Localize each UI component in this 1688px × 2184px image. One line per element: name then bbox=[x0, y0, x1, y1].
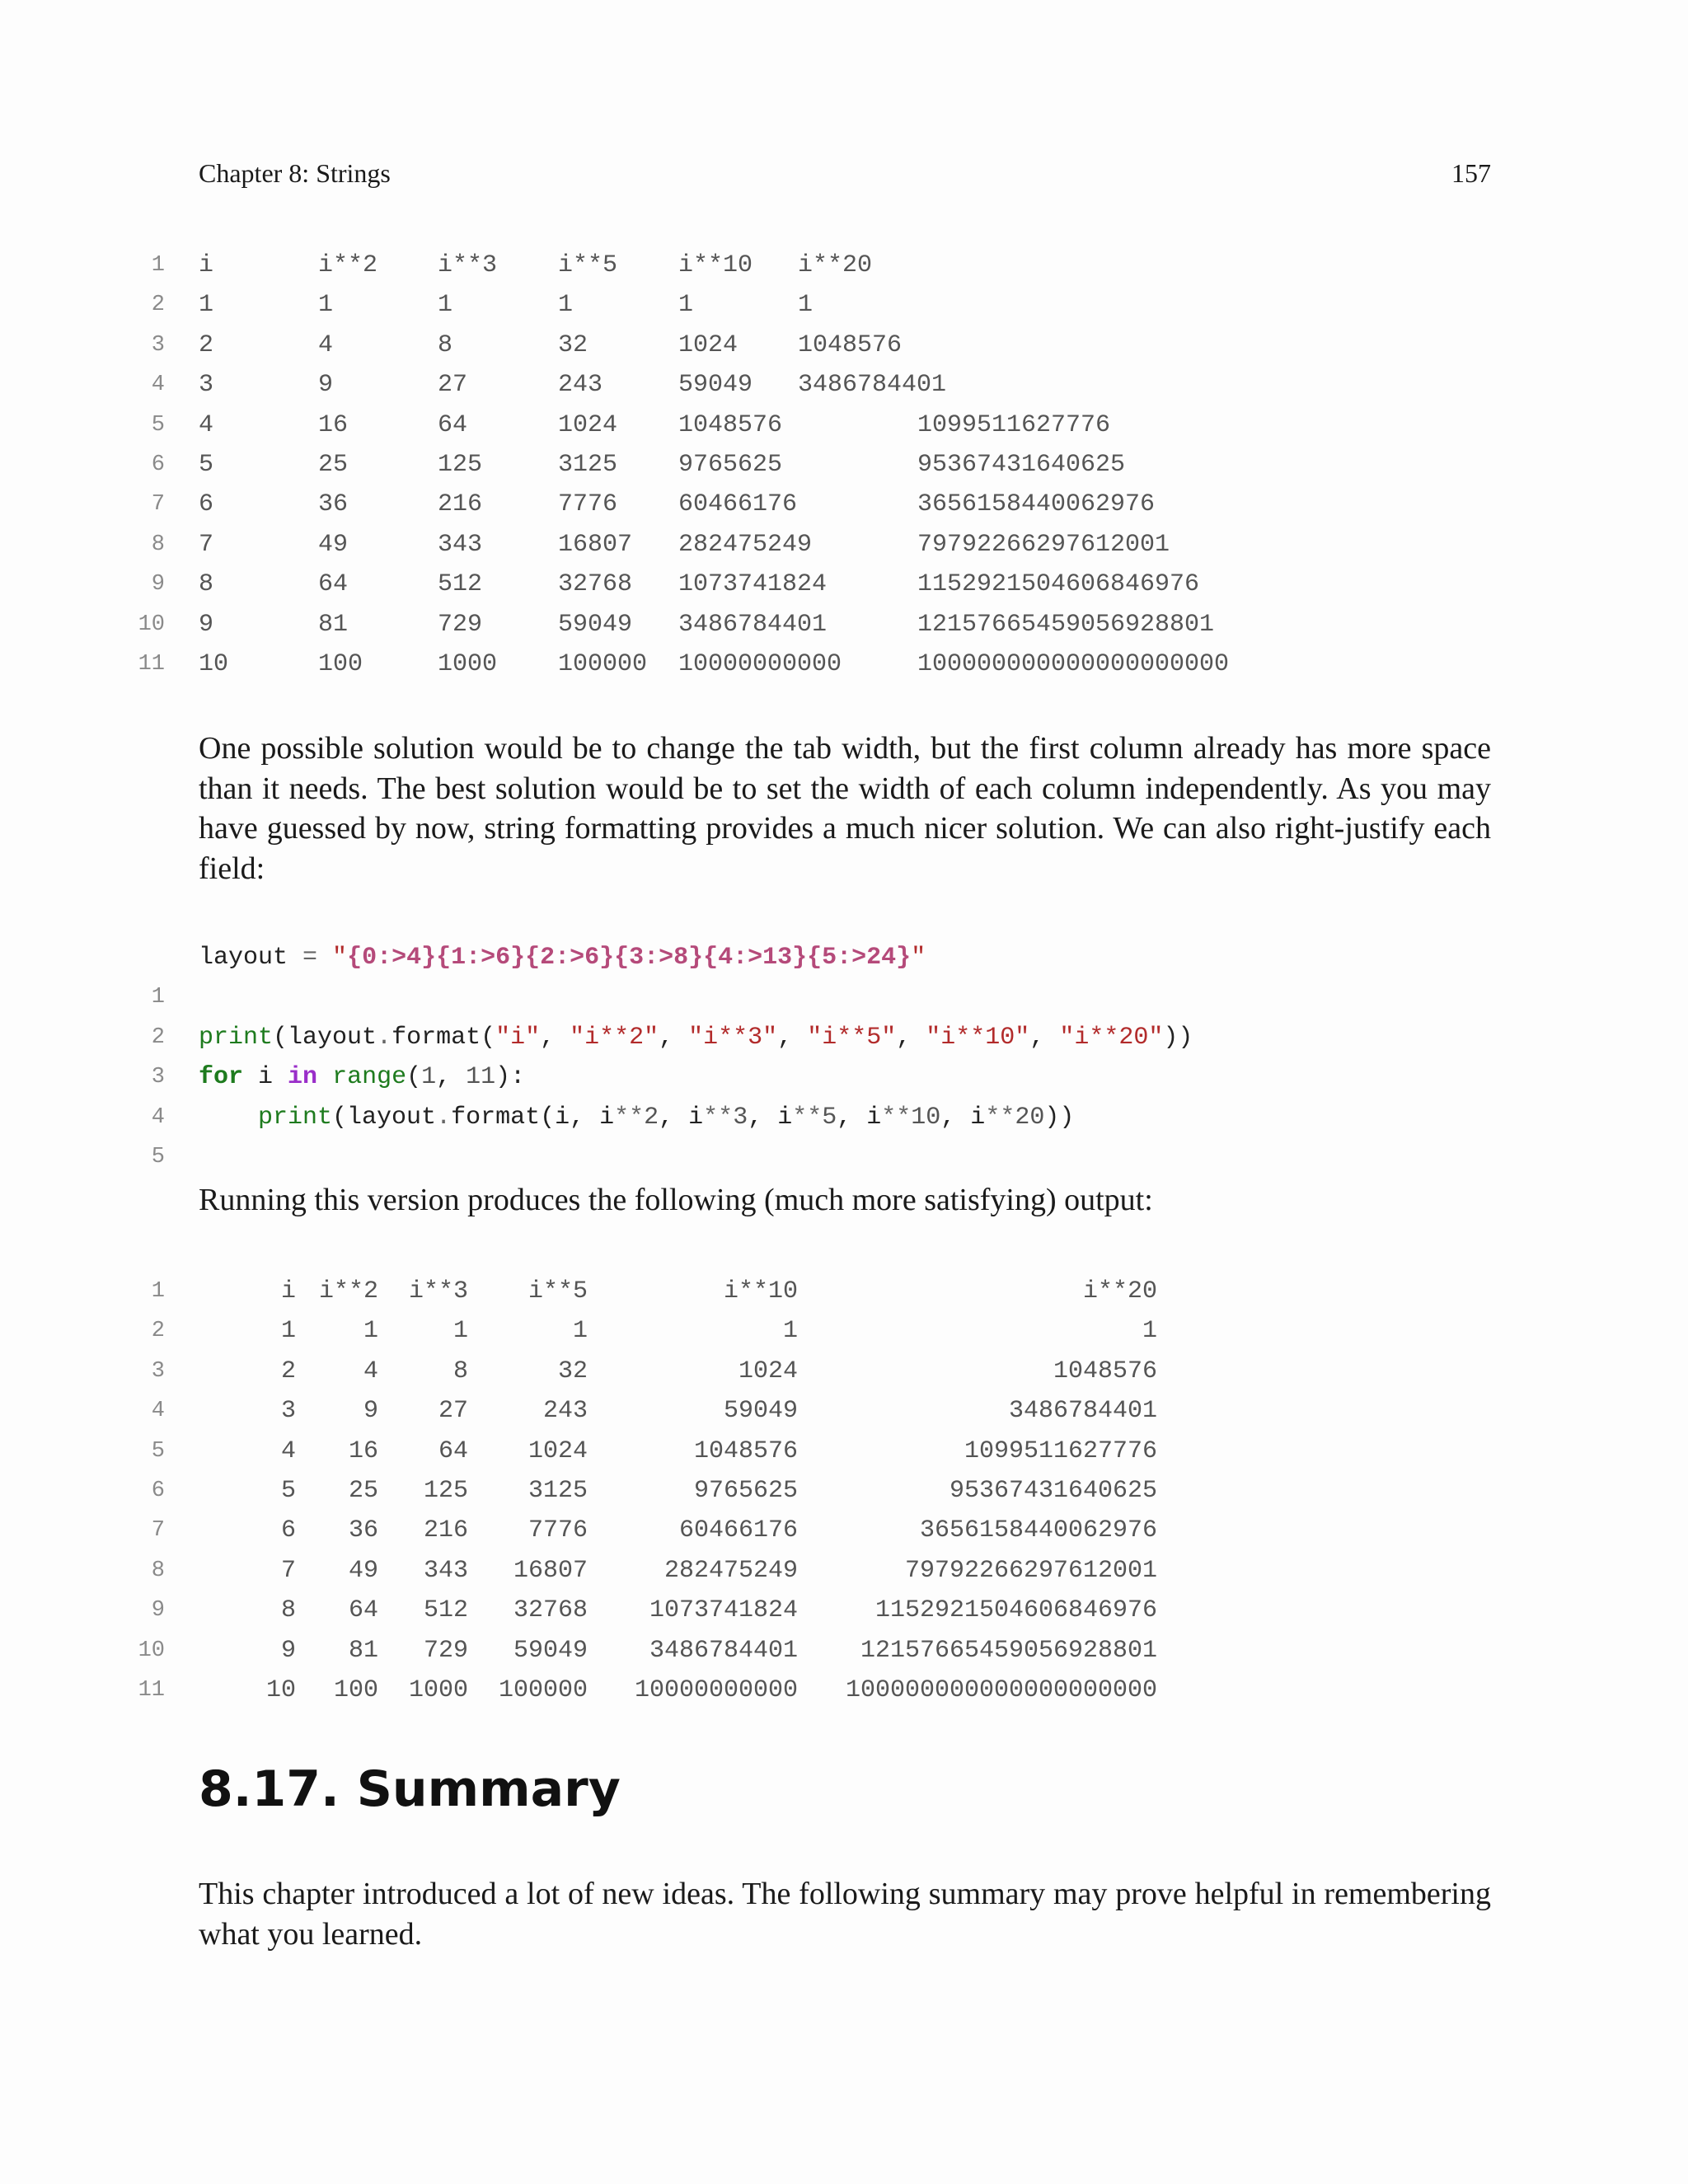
output-cell: 64 bbox=[438, 410, 468, 439]
chapter-title: Chapter 8: Strings bbox=[199, 158, 391, 188]
output-cell: 9 bbox=[280, 1636, 296, 1665]
output-cell: 243 bbox=[542, 1397, 588, 1426]
output-line bbox=[124, 1591, 1278, 1630]
code-token: , i bbox=[659, 1103, 704, 1132]
output-cell: 16807 bbox=[558, 530, 633, 559]
output-line bbox=[124, 1671, 1278, 1710]
output-cell: 100000000000000000000 bbox=[917, 649, 1230, 678]
output-cell: 1024 bbox=[528, 1436, 588, 1465]
output-cell: 32768 bbox=[558, 570, 633, 599]
output-cell: 1 bbox=[280, 1317, 296, 1346]
output-line bbox=[124, 1551, 1278, 1591]
output-cell: 32 bbox=[558, 330, 588, 359]
line-number: 1 bbox=[151, 1279, 165, 1304]
output-cell: 3656158440062976 bbox=[917, 490, 1156, 519]
code-token: ** bbox=[881, 1103, 912, 1132]
output-cell: 100000 bbox=[498, 1675, 588, 1704]
output-cell: 4 bbox=[199, 410, 214, 439]
code-token: , bbox=[1029, 1023, 1060, 1052]
line-number: 3 bbox=[151, 1358, 165, 1384]
line-number: 2 bbox=[151, 293, 165, 318]
output-cell: 1 bbox=[199, 291, 214, 320]
output-cell: 216 bbox=[438, 490, 483, 519]
output-line bbox=[124, 1432, 1278, 1471]
output-cell: 95367431640625 bbox=[949, 1476, 1157, 1505]
section-heading: 8.17. Summary bbox=[199, 1760, 621, 1818]
output-line bbox=[124, 1631, 1278, 1671]
output-cell: 95367431640625 bbox=[917, 450, 1126, 479]
output-cell: 1 bbox=[318, 291, 334, 320]
code-keyword: for bbox=[199, 1063, 244, 1092]
output-cell: i**3 bbox=[408, 1277, 468, 1305]
output-cell: 59049 bbox=[513, 1636, 588, 1665]
code-token: range bbox=[332, 1063, 407, 1092]
line-number: 8 bbox=[151, 532, 165, 557]
output-cell: 81 bbox=[348, 1636, 378, 1665]
output-cell: 3 bbox=[199, 371, 214, 400]
output-line bbox=[124, 1471, 1278, 1511]
output-cell: 9765625 bbox=[678, 450, 783, 479]
output-cell: i**20 bbox=[798, 251, 873, 279]
code-token: , bbox=[777, 1023, 808, 1052]
output-cell: i**2 bbox=[318, 1277, 378, 1305]
output-cell: 1048576 bbox=[678, 410, 783, 439]
line-number: 7 bbox=[151, 492, 165, 518]
output-cell: 282475249 bbox=[678, 530, 813, 559]
output-cell: 1024 bbox=[678, 330, 738, 359]
code-token: (layout bbox=[273, 1023, 377, 1052]
line-number: 10 bbox=[138, 1638, 165, 1663]
output-cell: 79792266297612001 bbox=[917, 530, 1170, 559]
output-cell: 100000 bbox=[558, 649, 648, 678]
output-cell: 2 bbox=[280, 1357, 296, 1385]
output-cell: 10000000000 bbox=[678, 649, 842, 678]
code-number: 2 bbox=[644, 1103, 659, 1132]
line-number: 5 bbox=[151, 1144, 165, 1169]
line-number: 6 bbox=[151, 1478, 165, 1503]
output-cell: 1024 bbox=[558, 410, 618, 439]
code-listing bbox=[124, 938, 1193, 1169]
line-number: 10 bbox=[138, 612, 165, 637]
line-number: 3 bbox=[151, 1065, 165, 1090]
output-cell: 2 bbox=[199, 330, 214, 359]
output-cell: i**20 bbox=[1082, 1277, 1157, 1305]
output-cell: 1024 bbox=[738, 1357, 798, 1385]
code-number: 20 bbox=[1015, 1103, 1045, 1132]
code-token: format(i, i bbox=[451, 1103, 615, 1132]
code-token: , bbox=[540, 1023, 570, 1052]
output-cell: 60466176 bbox=[678, 490, 798, 519]
body-paragraph: Running this version produces the following (much more satisfying) output: bbox=[199, 1183, 1153, 1217]
output-cell: 343 bbox=[423, 1556, 468, 1585]
output-cell: 3486784401 bbox=[649, 1636, 798, 1665]
output-cell: 49 bbox=[348, 1556, 378, 1585]
output-cell: 59049 bbox=[558, 610, 633, 639]
output-cell: 64 bbox=[348, 1596, 378, 1625]
code-token: (layout bbox=[332, 1103, 437, 1132]
code-string: "i**5" bbox=[807, 1023, 897, 1052]
output-cell: 3 bbox=[280, 1397, 296, 1426]
code-token: . bbox=[377, 1023, 392, 1052]
line-number: 1 bbox=[151, 985, 165, 1010]
output-cell: i bbox=[280, 1277, 296, 1305]
code-string: "i**2" bbox=[570, 1023, 659, 1052]
output-cell: 27 bbox=[438, 1397, 468, 1426]
line-number: 4 bbox=[151, 373, 165, 398]
output-cell: 3486784401 bbox=[1008, 1397, 1157, 1426]
output-cell: 1000 bbox=[438, 649, 498, 678]
line-number: 8 bbox=[151, 1558, 165, 1583]
code-token bbox=[317, 1063, 332, 1091]
output-cell: 1048576 bbox=[798, 330, 903, 359]
output-cell: 12157665459056928801 bbox=[917, 610, 1215, 639]
code-token: " bbox=[911, 944, 926, 972]
output-cell: 729 bbox=[438, 610, 483, 639]
output-cell: i**10 bbox=[723, 1277, 798, 1305]
output-cell: 1152921504606846976 bbox=[874, 1596, 1157, 1625]
code-token: ** bbox=[985, 1103, 1015, 1132]
code-token bbox=[199, 1104, 258, 1132]
output-cell: 1 bbox=[678, 291, 694, 320]
code-token: , bbox=[436, 1063, 467, 1092]
code-line bbox=[124, 938, 926, 1010]
output-cell: 10000000000 bbox=[634, 1675, 798, 1704]
output-cell: i bbox=[199, 251, 214, 279]
code-string: "i**10" bbox=[926, 1023, 1030, 1052]
output-line bbox=[124, 1352, 1278, 1391]
output-cell: 1 bbox=[782, 1317, 798, 1346]
output-cell: 282475249 bbox=[663, 1556, 798, 1585]
page-number: 157 bbox=[1451, 158, 1491, 188]
code-token: , i bbox=[940, 1103, 986, 1132]
code-number: 3 bbox=[733, 1103, 748, 1132]
code-token: " bbox=[332, 944, 348, 972]
output-cell: 1048576 bbox=[693, 1436, 798, 1465]
output-cell: 512 bbox=[423, 1596, 468, 1625]
output-cell: 59049 bbox=[678, 371, 753, 400]
output-cell: 7776 bbox=[558, 490, 618, 519]
code-token: , bbox=[896, 1023, 926, 1052]
output-cell: 32 bbox=[557, 1357, 588, 1385]
output-cell: 25 bbox=[348, 1476, 378, 1505]
code-line bbox=[124, 1098, 1075, 1169]
output-cell: 216 bbox=[423, 1516, 468, 1545]
output-cell: 1099511627776 bbox=[917, 410, 1111, 439]
line-number: 9 bbox=[151, 572, 165, 598]
output-cell: 4 bbox=[363, 1357, 378, 1385]
code-token: )) bbox=[1163, 1023, 1193, 1052]
output-line bbox=[124, 1311, 1278, 1351]
line-number: 3 bbox=[151, 332, 165, 358]
output-cell: 7 bbox=[280, 1556, 296, 1585]
output-cell: 16 bbox=[348, 1436, 378, 1465]
output-cell: 49 bbox=[318, 530, 349, 559]
output-cell: 10 bbox=[199, 649, 229, 678]
output-cell: 36 bbox=[318, 490, 349, 519]
output-cell: i**10 bbox=[678, 251, 753, 279]
code-token: , i bbox=[748, 1103, 793, 1132]
output-cell: i**2 bbox=[318, 251, 378, 279]
output-cell: 100000000000000000000 bbox=[845, 1675, 1157, 1704]
output-cell: 16807 bbox=[513, 1556, 588, 1585]
output-cell: 4 bbox=[318, 330, 334, 359]
output-cell: 59049 bbox=[723, 1397, 798, 1426]
output-cell: i**5 bbox=[528, 1277, 588, 1305]
line-number: 2 bbox=[151, 1319, 165, 1344]
output-line bbox=[124, 1391, 1278, 1431]
output-cell: 243 bbox=[558, 371, 603, 400]
code-token: print bbox=[199, 1023, 274, 1052]
code-token: , bbox=[659, 1023, 689, 1052]
output-cell: 32768 bbox=[513, 1596, 588, 1625]
output-cell: 27 bbox=[438, 371, 468, 400]
output-cell: 8 bbox=[199, 570, 214, 599]
output-cell: 125 bbox=[423, 1476, 468, 1505]
output-cell: 16 bbox=[318, 410, 349, 439]
output-cell: 8 bbox=[280, 1596, 296, 1625]
line-number: 6 bbox=[151, 452, 165, 477]
line-number: 2 bbox=[151, 1024, 165, 1050]
output-cell: 1 bbox=[452, 1317, 468, 1346]
output-cell: 1 bbox=[438, 291, 453, 320]
line-number: 1 bbox=[151, 253, 165, 278]
output-cell: 12157665459056928801 bbox=[860, 1636, 1157, 1665]
code-token: format( bbox=[392, 1023, 496, 1052]
line-number: 5 bbox=[151, 1438, 165, 1464]
code-token: ** bbox=[792, 1103, 823, 1132]
code-token: . bbox=[436, 1103, 452, 1132]
output-cell: 10 bbox=[265, 1675, 296, 1704]
right-justified-output-block bbox=[124, 1272, 1278, 1710]
code-token: ( bbox=[406, 1063, 422, 1092]
output-cell: i**3 bbox=[438, 251, 498, 279]
output-cell: 1 bbox=[558, 291, 574, 320]
line-number: 11 bbox=[138, 1677, 165, 1703]
output-cell: 1 bbox=[363, 1317, 378, 1346]
running-header bbox=[199, 158, 1491, 189]
output-cell: 1 bbox=[572, 1317, 588, 1346]
output-cell: 79792266297612001 bbox=[904, 1556, 1157, 1585]
output-cell: 6 bbox=[199, 490, 214, 519]
code-token: ** bbox=[614, 1103, 645, 1132]
code-number: 5 bbox=[822, 1103, 837, 1132]
output-cell: 60466176 bbox=[678, 1516, 798, 1545]
code-token: layout bbox=[199, 944, 288, 972]
output-cell: 7 bbox=[199, 530, 214, 559]
output-cell: 25 bbox=[318, 450, 349, 479]
format-spec-string: {0:>4}{1:>6}{2:>6}{3:>8}{4:>13}{5:>24} bbox=[347, 944, 912, 972]
code-token: , i bbox=[837, 1103, 882, 1132]
output-cell: 1073741824 bbox=[678, 570, 828, 599]
output-cell: 1152921504606846976 bbox=[917, 570, 1200, 599]
output-cell: 1000 bbox=[408, 1675, 468, 1704]
output-cell: 6 bbox=[280, 1516, 296, 1545]
output-cell: 3656158440062976 bbox=[919, 1516, 1157, 1545]
output-cell: 5 bbox=[199, 450, 214, 479]
output-cell: 3125 bbox=[528, 1476, 588, 1505]
code-token: )) bbox=[1044, 1103, 1075, 1132]
output-cell: 343 bbox=[438, 530, 483, 559]
output-cell: 1 bbox=[1142, 1317, 1157, 1346]
output-cell: 8 bbox=[452, 1357, 468, 1385]
output-cell: 3486784401 bbox=[798, 371, 947, 400]
output-line bbox=[124, 1511, 1278, 1550]
output-cell: 9 bbox=[363, 1397, 378, 1426]
code-token: i bbox=[243, 1063, 288, 1092]
body-paragraph: This chapter introduced a lot of new ideas. The following summary may prove helpful in remembering what you learned. bbox=[199, 1877, 1491, 1952]
code-token: = bbox=[288, 944, 333, 972]
code-keyword: in bbox=[288, 1063, 318, 1092]
output-cell: 7776 bbox=[528, 1516, 588, 1545]
output-cell: 512 bbox=[438, 570, 483, 599]
output-cell: 9 bbox=[318, 371, 334, 400]
line-number: 9 bbox=[151, 1598, 165, 1624]
output-cell: 5 bbox=[280, 1476, 296, 1505]
body-paragraph: One possible solution would be to change the tab width, but the first column already has more space than it needs. The best solution would be to set the width of each column independently. As you may have guessed by now, string formatting provides a much nicer solution. We can also right-justify each field: bbox=[199, 731, 1491, 886]
output-cell: 64 bbox=[318, 570, 349, 599]
output-cell: 100 bbox=[318, 649, 363, 678]
output-cell: 4 bbox=[280, 1436, 296, 1465]
output-cell: 3125 bbox=[558, 450, 618, 479]
output-cell: 9 bbox=[199, 610, 214, 639]
code-string: "i**3" bbox=[688, 1023, 778, 1052]
line-number: 11 bbox=[138, 651, 165, 677]
line-number: 4 bbox=[151, 1399, 165, 1424]
line-number: 4 bbox=[151, 1104, 165, 1130]
code-string: "i" bbox=[495, 1023, 541, 1052]
output-cell: 100 bbox=[333, 1675, 378, 1704]
code-number: 11 bbox=[466, 1063, 496, 1092]
output-cell: i**5 bbox=[558, 251, 618, 279]
line-number: 5 bbox=[151, 412, 165, 438]
line-number: 7 bbox=[151, 1518, 165, 1544]
code-number: 1 bbox=[421, 1063, 437, 1092]
code-token: ): bbox=[495, 1063, 526, 1092]
output-cell: 8 bbox=[438, 330, 453, 359]
output-cell: 125 bbox=[438, 450, 483, 479]
code-line bbox=[124, 977, 213, 1050]
output-cell: 1 bbox=[798, 291, 814, 320]
code-token: print bbox=[258, 1103, 333, 1132]
output-cell: 1073741824 bbox=[649, 1596, 798, 1625]
output-cell: 9765625 bbox=[693, 1476, 798, 1505]
code-number: 10 bbox=[911, 1103, 941, 1132]
output-cell: 1048576 bbox=[1053, 1357, 1157, 1385]
output-cell: 1099511627776 bbox=[964, 1436, 1157, 1465]
output-line bbox=[124, 1272, 1278, 1311]
output-cell: 729 bbox=[423, 1636, 468, 1665]
output-cell: 81 bbox=[318, 610, 349, 639]
output-cell: 64 bbox=[438, 1436, 468, 1465]
output-cell: 3486784401 bbox=[678, 610, 828, 639]
output-cell: 36 bbox=[348, 1516, 378, 1545]
code-string: "i**20" bbox=[1059, 1023, 1164, 1052]
code-token: ** bbox=[703, 1103, 734, 1132]
